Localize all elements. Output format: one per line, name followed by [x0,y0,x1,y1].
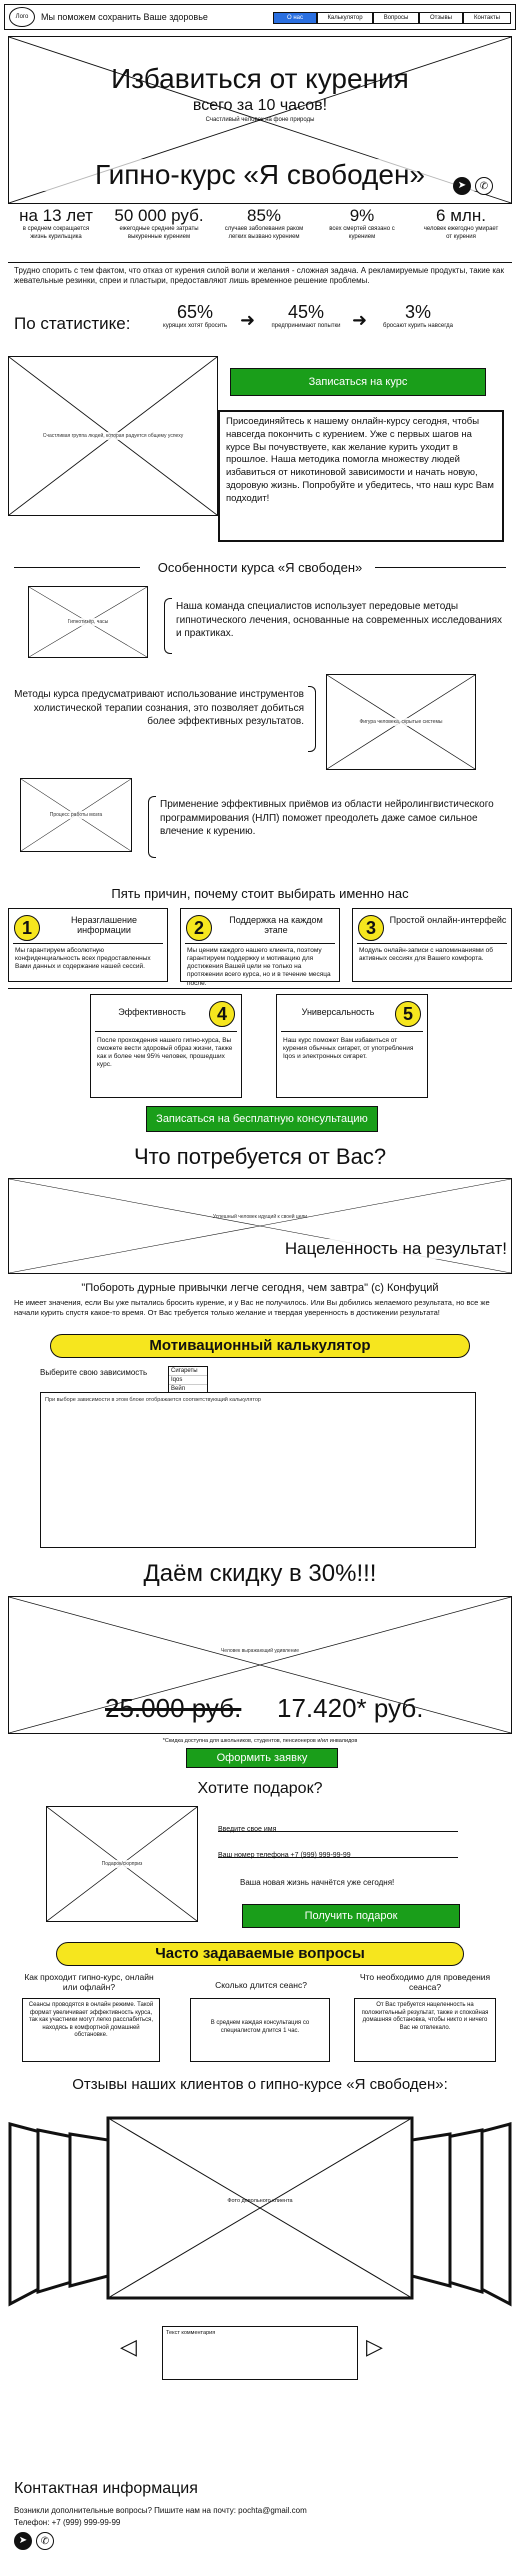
reason-text: Наш курс поможет Вам избавиться от курения обычных сигарет, от употребления Iqos и электронных сигарет. [283,1037,414,1061]
old-price: 25.000 руб. [105,1693,242,1723]
signup-course-button[interactable]: Записаться на курс [230,368,486,396]
review-comment-label: Текст комментария [166,2330,216,2336]
fact-value: на 13 лет [19,206,93,225]
divider [14,567,140,568]
faq-answer [354,1998,496,2062]
whatsapp-icon[interactable]: ✆ [36,2532,54,2550]
fact-desc: в среднем сокращается жизнь курильщика [22,226,90,240]
reason-text: Мы ценим каждого нашего клиента, поэтому гарантируем поддержку и мотивацию для достижения Вашей цели не только на протяжении всего курса, но и в течение месяца после. [187,947,331,987]
telegram-icon[interactable]: ➤ [453,177,471,195]
faq-question: Что необходимо для проведения сеанса? [359,1972,491,1992]
stat-value: 65% [176,302,214,322]
faq-answer-text: Сеансы проводятся в онлайн режиме. Такой формат увеличивает эффективность курса, так как участники могут легко расслабиться, находясь в комфортной домашней обстановке. [28,2002,154,2038]
fact-desc: случаев заболевания раком легких вызвано курением [224,226,304,240]
brain-image [20,778,132,852]
gift-text: Ваша новая жизнь начнётся уже сегодня! [240,1878,395,1887]
fact-desc: человек ежегодно умирает от курения [423,226,499,240]
stat-desc: предпринимают попытки [271,323,341,329]
review-comment [162,2326,358,2380]
figure-image [326,674,476,770]
nav-reviews[interactable]: Отзывы [419,12,463,24]
feature-text: Методы курса предусматривают использование инструментов холистической терапии сознания, это позволяет добиться более эффективных результатов. [14,689,304,727]
order-button[interactable]: Оформить заявку [186,1748,338,1768]
addiction-select[interactable] [168,1366,208,1394]
image-caption: Фигура человека, скрытые системы [327,718,475,726]
reason-title: Поддержка на каждом этапе [229,915,323,935]
reason-text: После прохождения нашего гипно-курса, Вы сможете вести здоровый образ жизни, также как и более чем 95% человек, прошедших курс. [97,1037,233,1069]
join-text: Присоединяйтесь к нашему онлайн-курсу сегодня, чтобы навсегда покончить с курением. Уже с первых шагов на курсе Вы почувствуете, как желание курить уходит в прошлое. Наша методика помогла множеству людей избавиться от никотиновой зависимости и начать новую, здоровую жизнь. Попробуйте и убедитесь, что наш курс Вам подходит! [226,416,494,504]
contacts-email: Возникли дополнительные вопросы? Пишите нам на почту: pochta@gmail.com [14,2506,307,2515]
reason-card [276,994,428,1098]
hero-title: Избавиться от курения [111,63,409,94]
divider [185,943,335,944]
divider [8,262,512,263]
stat-desc: курящих хотят бросить [163,323,227,329]
reason-number: 5 [395,1001,421,1027]
arrow-right-icon: ➜ [240,310,256,330]
bracket [308,686,316,752]
select-option[interactable]: Вейп [171,1386,185,1392]
hypnotist-image [28,586,148,658]
intro-text: Трудно спорить с тем фактом, что отказ от курения силой воли и желания - сложная задача. А рекламируемые продукты, такие как жевательные резинки, спреи и пластыри, предоставляют лишь временное решение проблемы. [14,266,504,286]
nav-calculator[interactable]: Калькулятор [317,12,373,24]
stat-desc: бросают курить навсегда [383,323,453,329]
main-nav [273,12,513,24]
faq-question: Сколько длится сеанс? [215,1980,307,1990]
image-overlay-text: Нацеленность на результат! [284,1239,507,1258]
fact-value: 85% [246,206,282,225]
image-caption: Успешный человек идущий к своей цели [212,1213,308,1220]
stat-value: 45% [287,302,325,322]
facts-row [8,206,512,260]
reason-card [8,908,168,982]
stats-label: По статистике: [14,314,131,333]
divider [8,988,512,989]
image-caption: Гипнотизёр, часы [29,618,147,626]
discount-note: *Скидка доступна для школьников, студентов, пенсионеров и/ил инвалидов [162,1738,358,1744]
image-caption: Счастливая группа людей, которая радуется общему успеху [9,432,217,440]
reason-title: Эффективность [118,1007,186,1017]
calculator-title: Мотивационный калькулятор [50,1334,470,1358]
fact-value: 9% [349,206,375,225]
surprised-image [8,1596,512,1734]
feature-text: Применение эффективных приёмов из области нейролингвистического программирования (НЛП) поможет преодолеть даже самое сильное влечение к курению. [160,799,494,837]
fact-desc: ежегодные средние затраты выкуренные курением [119,226,199,240]
calculator-area [40,1392,476,1548]
reasons-title: Пять причин, почему стоит выбирать именно нас [111,886,409,901]
fact-item [410,206,512,260]
arrow-right-icon: ➜ [352,310,368,330]
image-caption: Подарок/сюрприз [47,1860,197,1868]
divider [375,567,506,568]
bracket [148,796,156,858]
reason-text: Мы гарантируем абсолютную конфиденциальность всех предоставленных Вами данных и содержание нашей сессий. [15,947,151,971]
header [4,4,516,30]
telegram-icon[interactable]: ➤ [14,2532,32,2550]
features-title: Особенности курса «Я свободен» [157,560,363,575]
join-text-box [218,410,504,542]
new-price: 17.420* руб. [277,1693,424,1723]
faq-question: Как проходит гипно-курс, онлайн или офлайн? [24,1972,154,1992]
hero-caption: Счастливый человек на фоне природы [205,117,315,123]
arrow-left-icon[interactable]: ◁ [120,2334,137,2359]
reason-card [90,994,242,1098]
calculator-label: Выберите свою зависимость [40,1368,148,1377]
reason-number: 3 [358,915,384,941]
phone-placeholder: Ваш номер телефона +7 (999) 999-99-99 [218,1852,351,1859]
gift-image [46,1806,198,1922]
faq-title: Часто задаваемые вопросы [56,1942,464,1966]
site-title: Мы поможем сохранить Ваше здоровье [41,12,208,22]
image-caption: Процесс работы мозга [21,811,131,819]
reason-title: Простой онлайн-интерфейс [389,915,507,925]
fact-value: 50 000 руб. [114,206,204,225]
fact-item [8,206,104,260]
fact-value: 6 млн. [436,206,486,225]
hero-subtitle: всего за 10 часов! [192,97,328,114]
contacts-phone: Телефон: +7 (999) 999-99-99 [14,2518,121,2527]
reason-title: Универсальность [301,1007,375,1017]
divider [357,943,507,944]
group-image [8,356,218,516]
faq-answer [190,1998,330,2062]
reviews-title: Отзывы наших клиентов о гипно-курсе «Я свободен»: [72,2076,448,2093]
discount-title: Даём скидку в 30%!!! [143,1560,377,1587]
faq-answer-text: В среднем каждая консультация со специалистом длится 1 час. [210,2020,310,2034]
name-input[interactable] [218,1818,458,1832]
review-photo-caption: Фото довольного клиента [227,2198,293,2204]
requirement-text: Не имеет значения, если Вы уже пытались бросить курение, и у Вас не получилось. Или Вы добились желаемого результата, но все же начали курить спустя какое-то время. От Вас требуется только желание и твердая уверенность в достижении результата! [14,1298,490,1317]
reason-number: 2 [186,915,212,941]
nav-contacts[interactable]: Контакты [463,12,511,24]
phone-input[interactable] [218,1844,458,1858]
calculator-placeholder: При выборе зависимости в этом блоке отображается соответствующий калькулятор [45,1397,261,1403]
arrow-right-icon[interactable]: ▷ [366,2334,383,2359]
gift-title: Хотите подарок? [197,1780,323,1797]
whatsapp-icon[interactable]: ✆ [475,177,493,195]
stat-item [378,302,458,331]
contacts-title: Контактная информация [14,2480,198,2497]
hero-image [8,36,512,204]
faq-answer-text: От Вас требуется нацеленность на положительный результат, также и спокойная домашняя обстановка, чтобы никто и ничего Вас не отвлекало. [361,2002,489,2031]
divider [281,1031,423,1032]
select-option[interactable]: Сигареты [169,1367,207,1376]
reason-card [180,908,340,987]
divider [13,943,163,944]
image-caption: Человек выражающий удивление [220,1648,300,1655]
nav-questions[interactable]: Вопросы [373,12,419,24]
stat-item [160,302,230,331]
faq-answer [22,1998,160,2062]
reason-text: Модуль онлайн-записи с напоминаниями об активных сессиях для Вашего комфорта. [359,947,493,963]
goal-image [8,1178,512,1274]
quote: "Побороть дурные привычки легче сегодня, чем завтра" (с) Конфуций [81,1282,439,1294]
logo[interactable]: Лого [9,7,35,27]
get-gift-button[interactable]: Получить подарок [242,1904,460,1928]
requirement-title: Что потребуется от Вас? [133,1144,387,1169]
name-placeholder: Введите свое имя [218,1826,277,1833]
divider [95,1031,237,1032]
reason-number: 4 [209,1001,235,1027]
fact-item [214,206,314,260]
bracket [164,598,172,654]
course-title: Гипно-курс «Я свободен» [9,159,511,191]
fact-item [314,206,410,260]
fact-desc: всех смертей связано с курением [329,226,395,240]
stat-item [266,302,346,331]
stat-value: 3% [404,302,431,322]
free-consultation-button[interactable]: Записаться на бесплатную консультацию [146,1106,378,1132]
reason-number: 1 [14,915,40,941]
feature-text: Наша команда специалистов использует передовые методы гипнотического лечения, основанные на современных исследованиях и практиках. [176,601,503,639]
reviews-carousel[interactable] [8,2104,512,2314]
fact-item [104,206,214,260]
nav-about[interactable]: О нас [273,12,317,24]
reason-title: Неразглашение информации [70,915,138,935]
select-option[interactable]: Iqos [169,1376,207,1385]
reason-card [352,908,512,982]
